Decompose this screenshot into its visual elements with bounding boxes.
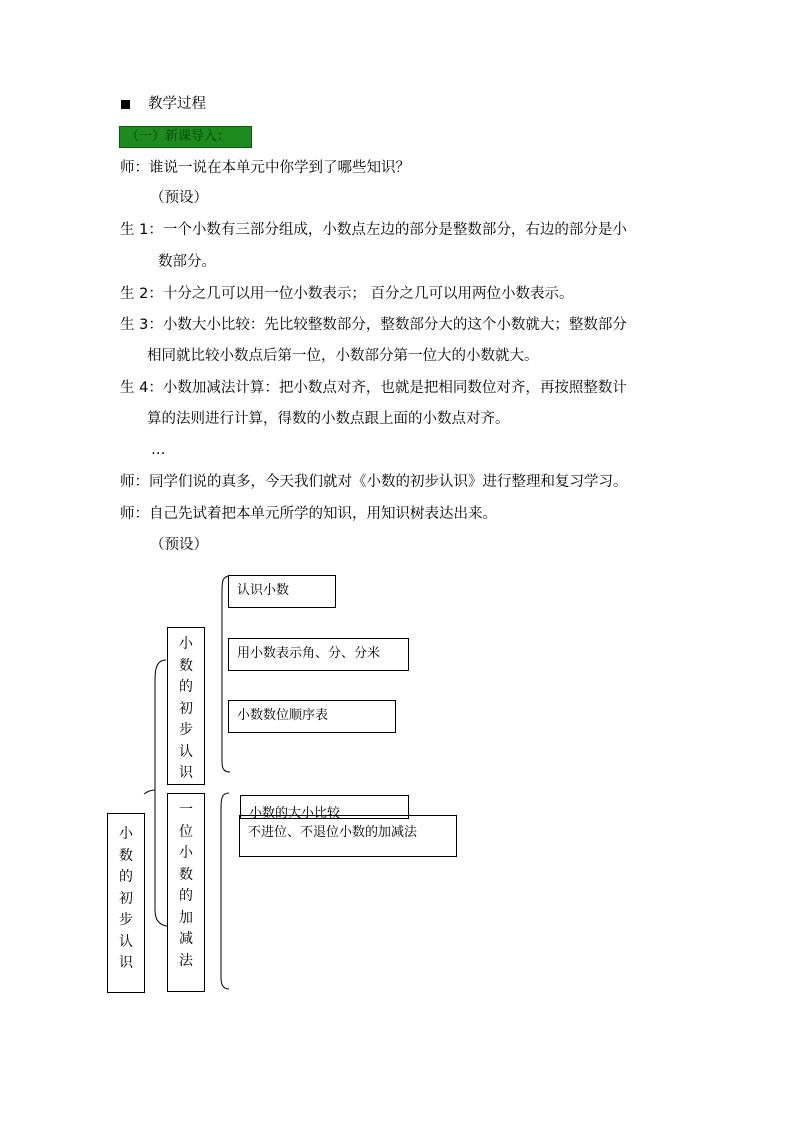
- tree-leaf-2: [228, 638, 409, 671]
- text-line-9: 算的法则进行计算，得数的小数点跟上面的小数点对齐。: [147, 411, 510, 427]
- brace-branch2: [221, 793, 229, 989]
- text-line-12: 师：自己先试着把本单元所学的知识，用知识树表达出来。: [120, 506, 497, 522]
- text-line-6: 生 3：小数大小比较：先比较整数部分，整数部分大的这个小数就大；整数部分: [120, 317, 627, 333]
- text-line-2: （预设）: [150, 190, 208, 206]
- text-line-1: 师：谁说一说在本单元中你学到了哪些知识？: [120, 160, 410, 176]
- tree-leaf-4-label: 小数的大小比较: [249, 806, 341, 821]
- text-line-7: 相同就比较小数点后第一位，小数部分第一位大的小数就大。: [147, 348, 539, 364]
- brace-root-tip: [144, 790, 155, 794]
- tree-branch2-label: 一 位 小 数 的 加 减 法: [179, 802, 193, 969]
- tree-branch1-box: [167, 627, 205, 785]
- tree-leaf-5-label: 不进位、不退位小数的加减法: [248, 825, 418, 840]
- text-line-10: …: [151, 442, 166, 458]
- text-line-13: （预设）: [150, 537, 208, 553]
- tree-leaf-1-label: 认识小数: [237, 583, 290, 598]
- tree-branch2-box: [167, 793, 205, 992]
- text-line-4: 数部分。: [158, 254, 216, 270]
- tree-leaf-5: [239, 815, 457, 857]
- tree-leaf-3-label: 小数数位顺序表: [237, 708, 329, 723]
- text-line-5: 生 2：十分之几可以用一位小数表示； 百分之几可以用两位小数表示。: [120, 286, 574, 302]
- heading: 教学过程: [148, 96, 206, 112]
- text-line-3: 生 1：一个小数有三部分组成，小数点左边的部分是整数部分，右边的部分是小: [120, 222, 627, 238]
- text-line-11: 师：同学们说的真多，今天我们就对《小数的初步认识》进行整理和复习学习。: [120, 474, 628, 490]
- brace-root: [155, 660, 167, 926]
- section-label: （一）新课导入：: [126, 129, 231, 144]
- tree-root-label: 小 数 的 初 步 认 识: [119, 826, 133, 971]
- tree-leaf-3: [228, 700, 396, 733]
- tree-branch1-label: 小 数 的 初 步 认 识: [179, 636, 193, 781]
- tree-leaf-2-label: 用小数表示角、分、分米: [237, 646, 381, 661]
- text-line-8: 生 4：小数加减法计算：把小数点对齐，也就是把相同数位对齐，再按照整数计: [120, 380, 627, 396]
- tree-leaf-1: [228, 575, 336, 608]
- tree-root-box: [107, 813, 145, 993]
